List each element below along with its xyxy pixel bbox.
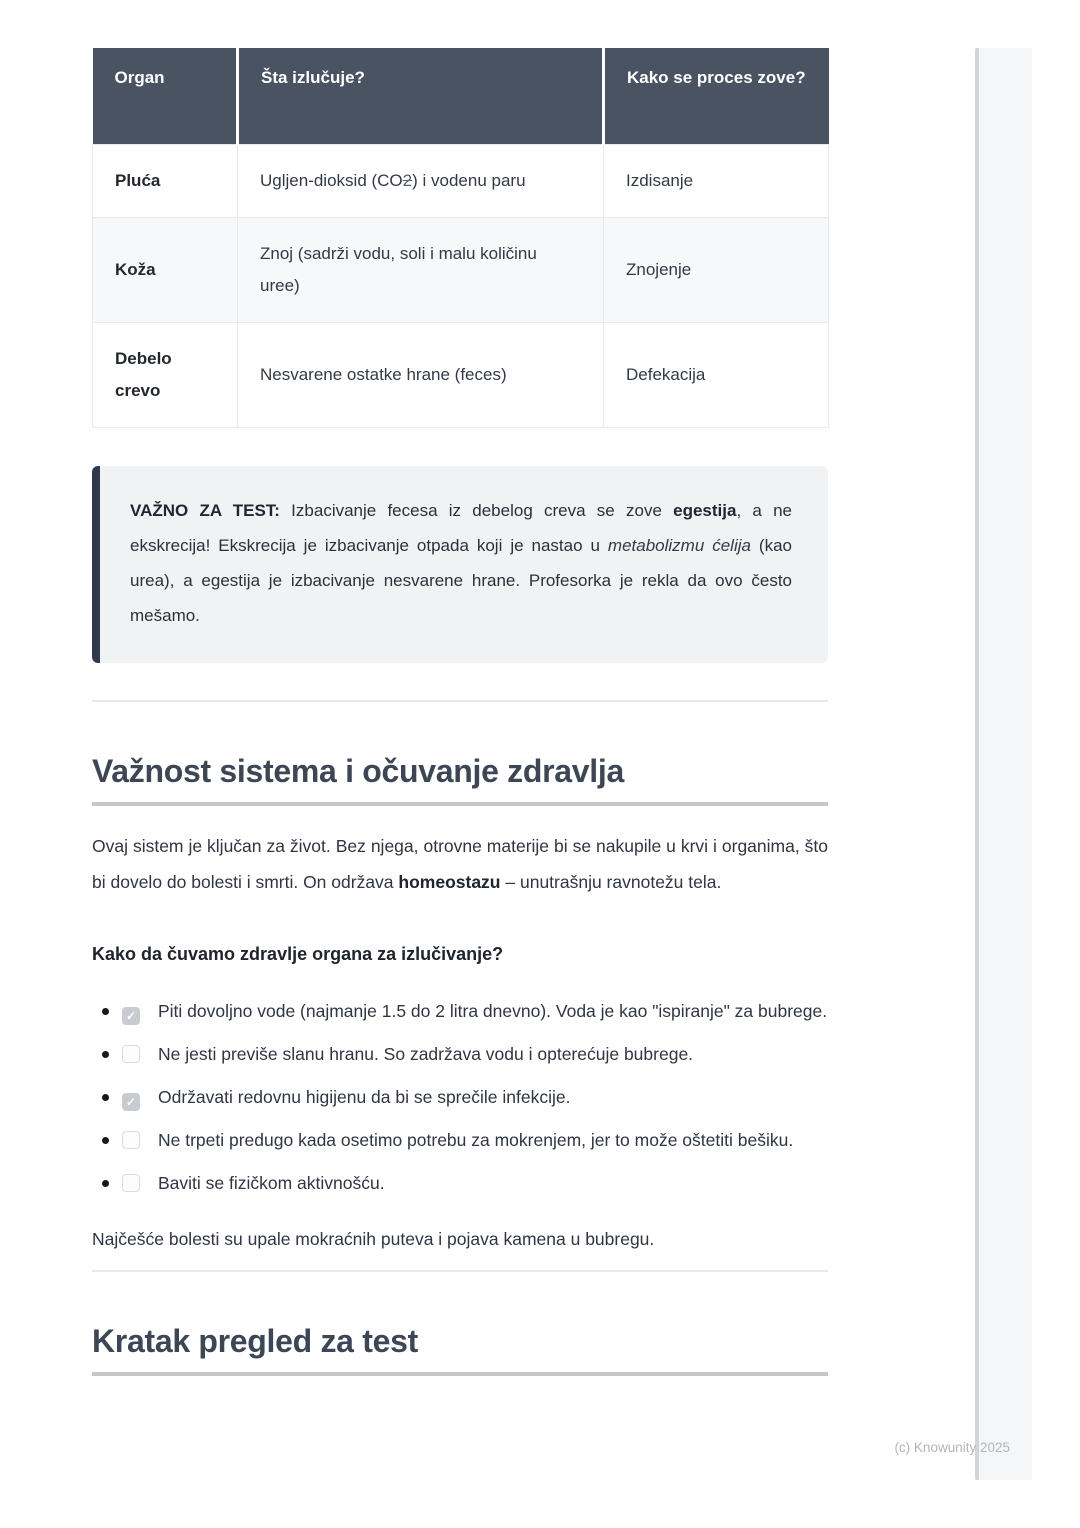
cell-process: Defekacija: [604, 323, 829, 428]
checkbox-checked-icon[interactable]: ✓: [122, 1007, 140, 1025]
subheading: Kako da čuvamo zdravlje organa za izlučivanje?: [92, 944, 504, 964]
callout-label: VAŽNO ZA TEST:: [130, 501, 280, 520]
heading-underline: [92, 1372, 828, 1376]
checkbox-unchecked-icon[interactable]: [122, 1174, 140, 1192]
table-row: [93, 218, 829, 323]
list-item-text: Održavati redovnu higijenu da bi se sprečile infekcije.: [158, 1087, 571, 1107]
strikethrough-text: 2: [402, 171, 413, 190]
excretes-text: Znoj (sadrži vodu, soli i malu količinu uree): [260, 244, 537, 295]
callout-bold-term: egestija: [673, 501, 737, 520]
checkbox-unchecked-icon[interactable]: [122, 1131, 140, 1149]
cell-organ: Debelo crevo: [93, 323, 238, 428]
excretion-table: [92, 48, 829, 428]
cell-excretes: Nesvarene ostatke hrane (feces): [238, 323, 604, 428]
callout-italic-term: metabolizmu ćelija: [607, 536, 751, 555]
header-excretes: Šta izlučuje?: [238, 48, 604, 145]
cell-organ: Koža: [93, 218, 238, 323]
callout-text: (kao urea), a egestija je izbacivanje nesvarene hrane. Profesorka je rekla da ovo često mešamo.: [130, 536, 793, 625]
cell-excretes: [238, 145, 604, 218]
checkbox-checked-icon[interactable]: ✓: [122, 1093, 140, 1111]
list-item: [92, 1123, 828, 1157]
table-row: [93, 145, 829, 218]
header-process: Kako se proces zove?: [604, 48, 829, 145]
callout-text: Izbacivanje fecesa iz debelog creva se zove: [279, 501, 674, 520]
list-item: [92, 1037, 828, 1071]
paragraph-text: – unutrašnju ravnotežu tela.: [500, 872, 722, 892]
paragraph-text: Ovaj sistem je ključan za život. Bez njega, otrovne materije bi se nakupile u krvi i organima, što bi dovelo do bolesti i smrti. On održava: [92, 836, 828, 892]
bold-term: homeostazu: [398, 872, 501, 892]
list-item-text: Ne trpeti predugo kada osetimo potrebu za mokrenjem, jer to može oštetiti bešiku.: [158, 1130, 794, 1150]
bullet-icon: [102, 1094, 109, 1101]
list-item: [92, 1166, 828, 1200]
intro-paragraph: [92, 828, 828, 900]
important-note-callout: [92, 466, 828, 663]
bullet-icon: [102, 1008, 109, 1015]
list-item-text: Piti dovoljno vode (najmanje 1.5 do 2 litra dnevno). Voda je kao "ispiranje" za bubrege.: [158, 1001, 828, 1021]
scrollbar[interactable]: [975, 48, 1032, 1480]
header-organ: Organ: [93, 48, 238, 145]
cell-excretes: [238, 218, 604, 323]
cell-organ: Pluća: [93, 145, 238, 218]
section-divider: [92, 700, 828, 702]
section-heading: Kratak pregled za test: [92, 1323, 418, 1359]
table-header-row: [93, 48, 829, 145]
section-heading: Važnost sistema i očuvanje zdravlja: [92, 753, 624, 789]
cell-process: Izdisanje: [604, 145, 829, 218]
watermark: (c) Knowunity 2025: [894, 1440, 1010, 1455]
closing-paragraph: Najčešće bolesti su upale mokraćnih puteva i pojava kamena u bubregu.: [92, 1229, 655, 1249]
heading-underline: [92, 802, 828, 806]
list-item: [92, 1080, 828, 1114]
excretes-text: ) i vodenu paru: [412, 171, 526, 190]
excretes-text: Ugljen-dioksid (CO: [260, 171, 403, 190]
list-item: [92, 994, 828, 1028]
bullet-icon: [102, 1137, 109, 1144]
list-item-text: Ne jesti previše slanu hranu. So zadržava vodu i opterećuje bubrege.: [158, 1044, 694, 1064]
bullet-icon: [102, 1180, 109, 1187]
list-item-text: Baviti se fizičkom aktivnošću.: [158, 1173, 385, 1193]
cell-process: Znojenje: [604, 218, 829, 323]
bullet-icon: [102, 1051, 109, 1058]
health-checklist: [92, 994, 828, 1200]
callout-text: , a ne ekskrecija! Ekskrecija je izbacivanje otpada koji je nastao u: [130, 501, 792, 555]
document-page: [92, 48, 828, 1376]
checkbox-unchecked-icon[interactable]: [122, 1045, 140, 1063]
table-row: [93, 323, 829, 428]
section-divider: [92, 1270, 828, 1272]
